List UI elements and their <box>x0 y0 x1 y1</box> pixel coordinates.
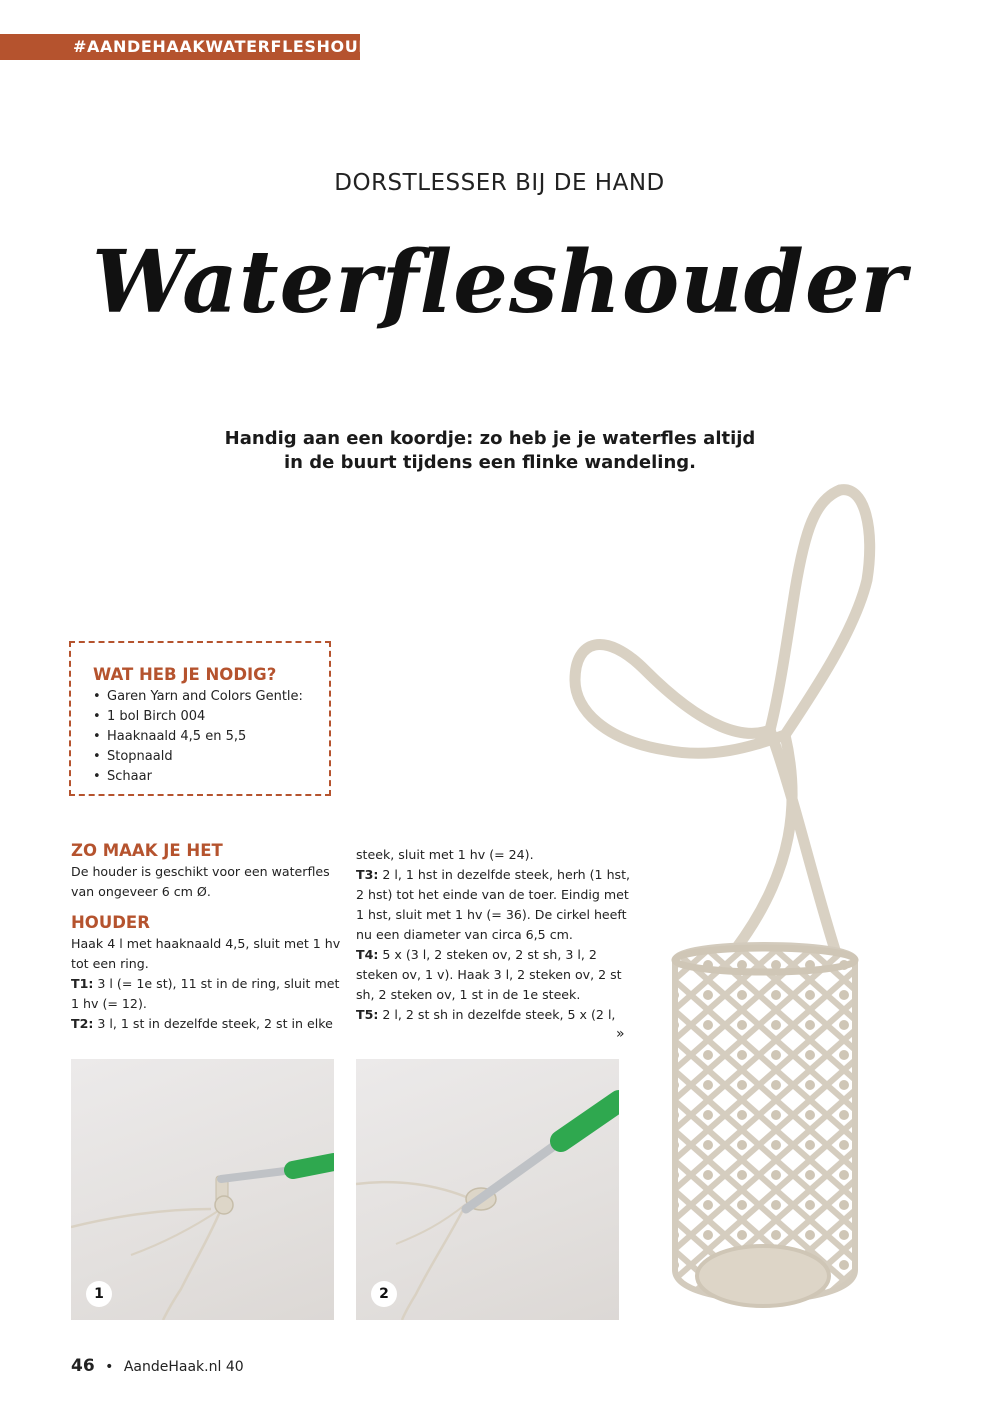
page-number: 46 <box>71 1356 95 1376</box>
continue-arrow-icon: » <box>616 1026 625 1042</box>
product-photo <box>555 470 999 1330</box>
round-4-label: T4: <box>356 947 379 962</box>
round-2-text: 3 l, 1 st in dezelfde steek, 2 st in elke <box>93 1016 333 1031</box>
materials-item: • Garen Yarn and Colors Gentle: <box>93 687 303 707</box>
round-1-label: T1: <box>71 976 94 991</box>
intro-line-2: in de buurt tijdens een flinke wandeling. <box>283 452 697 473</box>
materials-box <box>69 641 331 796</box>
howto-intro: De houder is geschikt voor een waterfles van ongeveer 6 cm Ø. <box>71 864 330 899</box>
round-3-label: T3: <box>356 867 379 882</box>
round-5-label: T5: <box>356 1007 379 1022</box>
step-number-badge: 1 <box>86 1281 112 1307</box>
materials-list <box>93 687 303 787</box>
round-5-text: 2 l, 2 st sh in dezelfde steek, 5 x (2 l, <box>378 1007 616 1022</box>
houder-heading: HOUDER <box>71 913 150 932</box>
round-2-label: T2: <box>71 1016 94 1031</box>
step-photo-1 <box>71 1059 334 1320</box>
instructions-column-1 <box>71 840 341 1034</box>
round-2 <box>71 1014 341 1034</box>
materials-item-continuation: • 1 bol Birch 004 <box>93 707 303 727</box>
crochet-hook-illustration <box>71 1059 334 1320</box>
bottle-holder-illustration <box>555 470 999 1330</box>
hashtag-text: #AANDEHAAKWATERFLESHOUDER <box>73 37 397 56</box>
page-title: Waterfleshouder <box>92 232 907 333</box>
round-2-continued: steek, sluit met 1 hv (= 24). <box>356 847 534 862</box>
round-4-text: 5 x (3 l, 2 steken ov, 2 st sh, 3 l, 2 steken ov, 1 v). Haak 3 l, 2 steken ov, 2 st sh, 2 steken ov, 1 st in de 1e steek. <box>356 947 622 1002</box>
materials-item: • Schaar <box>93 767 303 787</box>
intro-text <box>200 427 780 475</box>
step-number-badge: 2 <box>371 1281 397 1307</box>
hashtag-banner <box>0 34 397 60</box>
materials-item: • Stopnaald <box>93 747 303 767</box>
page-footer <box>71 1356 244 1376</box>
kicker-heading: DORSTLESSER BIJ DE HAND <box>334 170 665 196</box>
houder-start: Haak 4 l met haaknaald 4,5, sluit met 1 hv tot een ring. <box>71 936 341 971</box>
howto-heading: ZO MAAK JE HET <box>71 841 223 860</box>
magazine-name: AandeHaak.nl 40 <box>123 1359 244 1375</box>
materials-item: • Haaknaald 4,5 en 5,5 <box>93 727 303 747</box>
footer-separator: • <box>105 1359 114 1375</box>
intro-line-1: Handig aan een koordje: zo heb je je waterfles altijd <box>224 428 756 449</box>
materials-heading: WAT HEB JE NODIG? <box>93 665 277 684</box>
round-1 <box>71 974 341 1014</box>
round-1-text: 3 l (= 1e st), 11 st in de ring, sluit met 1 hv (= 12). <box>71 976 340 1011</box>
round-3-text: 2 l, 1 hst in dezelfde steek, herh (1 hst, 2 hst) tot het einde van de toer. Eindig met 1 hst, sluit met 1 hv (= 36). De cirkel heeft nu een diameter van circa 6,5 cm. <box>356 867 631 942</box>
